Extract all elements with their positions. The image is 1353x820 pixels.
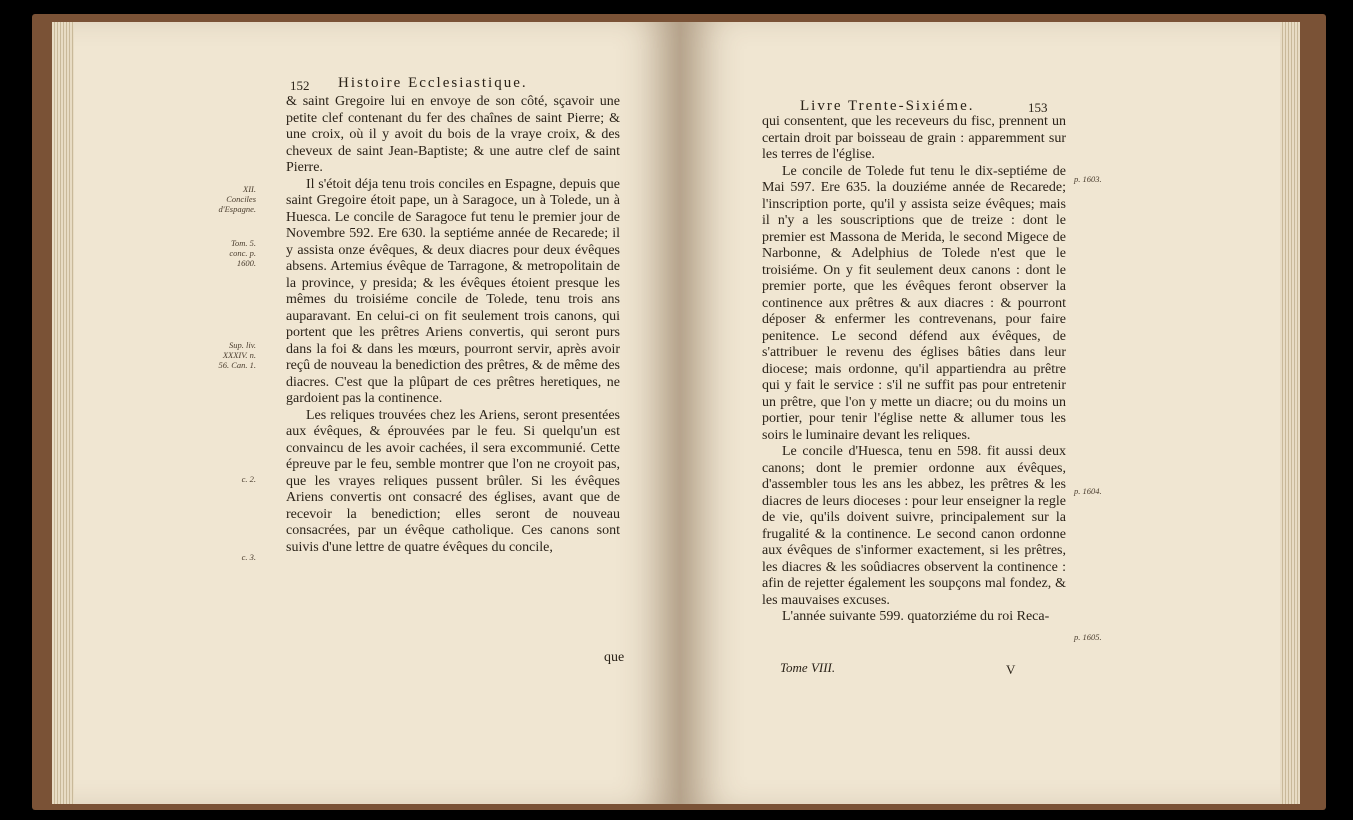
paragraph: qui consentent, que les receveurs du fisc, prennent un certain droit par boisseau de grain : apparemment sur les terres de l'église. — [762, 114, 1066, 162]
paragraph: Le concile de Tolede fut tenu le dix-septiéme de Mai 597. Ere 635. la douziéme année de Recarede; l'inscription porte, qu'il y assista seize évêques; mais il n'y a les souscriptions que de treize : dont le premier est Massona de Merida, le second Migece de Narbonne, & Adelphius de Tolede n'est que le troisiéme. On y fit seulement deux canons : dont le premier porte, que les évêques feront observer la continence aux prêtres & aux diacres : & pourront déposer & enfermer les contrevenans, pour faire penitence. Le second défend aux évêques, de s'attribuer le revenu des églises bâties dans leur diocese; mais ordonne, qu'il appartiendra au prêtre qui y fait le service : s'il ne suffit pas pour entretenir un prêtre, que l'on y mette un diacre; ou du moins un portier, pour tenir l'église nette & allumer tous les soirs le luminaire devant les reliques. — [762, 163, 1066, 443]
paragraph: Il s'étoit déja tenu trois conciles en Espagne, depuis que saint Gregoire étoit pape, un à Saragoce, un à Tolede, un à Huesca. Le concile de Saragoce fut tenu le premier jour de Novembre 592. Ere 630. la septiéme année de Recarede; il y assista onze évêques, & deux diacres pour deux évêques absens. Artemius évêque de Tarragone, & metropolitain de la province, y presida; & les évêques étoient presque les mêmes du troisiéme concile de Tolede, tenu trois ans auparavant. En celui-ci on fit seulement trois canons, qui portent que les prêtres Ariens convertis, qui seront purs dans la foi & dans les mœurs, pourront servir, après avoir reçû de nouveau la benediction des prêtres, & de même des diacres. C'est que la plûpart de ces prêtres heretiques, ne gardoient pas la continence. — [286, 176, 620, 406]
right-body-text — [762, 114, 1066, 626]
page-edges-right — [1280, 22, 1300, 804]
page-number-right: 153 — [1028, 100, 1048, 115]
margin-note: p. 1604. — [1074, 486, 1102, 496]
margin-note: p. 1603. — [1074, 174, 1102, 184]
left-body-text — [286, 94, 620, 556]
right-page — [680, 22, 1300, 804]
margin-note: c. 2. — [241, 474, 256, 484]
signature-mark: V — [1006, 662, 1016, 677]
page-number-left: 152 — [290, 78, 310, 93]
left-page — [52, 22, 680, 804]
margin-note: c. 3. — [241, 552, 256, 562]
volume-footer: Tome VIII. — [780, 660, 836, 675]
paragraph: & saint Gregoire lui en envoye de son côté, sçavoir une petite clef contenant du fer des chaînes de saint Pierre; & une croix, où il y avoit du bois de la vraye croix, & des cheveux de saint Jean-Baptiste; & une autre clef de saint Pierre. — [286, 94, 620, 175]
margin-note: Sup. liv. XXXIV. n. 56. Can. 1. — [218, 340, 256, 370]
running-head-left: Histoire Ecclesiastique. — [338, 75, 528, 91]
margin-note: p. 1605. — [1074, 632, 1102, 642]
margin-note: Tom. 5. conc. p. 1600. — [229, 238, 256, 268]
running-head-right: Livre Trente-Sixiéme. — [800, 98, 975, 114]
paragraph: L'année suivante 599. quatorziéme du roi Reca- — [782, 609, 1050, 624]
paragraph: Le concile d'Huesca, tenu en 598. fit aussi deux canons; dont le premier ordonne aux évêques, d'assembler tous les ans les abbez, les prêtres & les diacres de leurs dioceses : pour leur enseigner la regle de vie, qu'ils doivent suivre, principalement sur la frugalité & la continence. Le second canon ordonne aux évêques de s'informer exactement, si les prêtres, les diacres & les soûdiacres observent la continence : afin de rejetter également les soupçons mal fondez, & les mauvaises excuses. — [762, 444, 1066, 608]
catchword: que — [604, 650, 625, 665]
page-edges-left — [52, 22, 74, 804]
paragraph: Les reliques trouvées chez les Ariens, seront presentées aux évêques, & éprouvées par le feu. Si quelqu'un est convaincu de les avoir cachées, il sera excommunié. Cette épreuve par le feu, semble montrer que l'on ne croyoit pas, que les vrayes reliques pussent brûler. Si les évêques Ariens convertis ont consacré des églises, avant que de recevoir la benediction; elles seront de nouveau consacrées, par un évêque catholique. Ces canons sont suivis d'une lettre de quatre évêques du concile, — [286, 407, 620, 555]
margin-note: XII. Conciles d'Espagne. — [218, 184, 256, 214]
